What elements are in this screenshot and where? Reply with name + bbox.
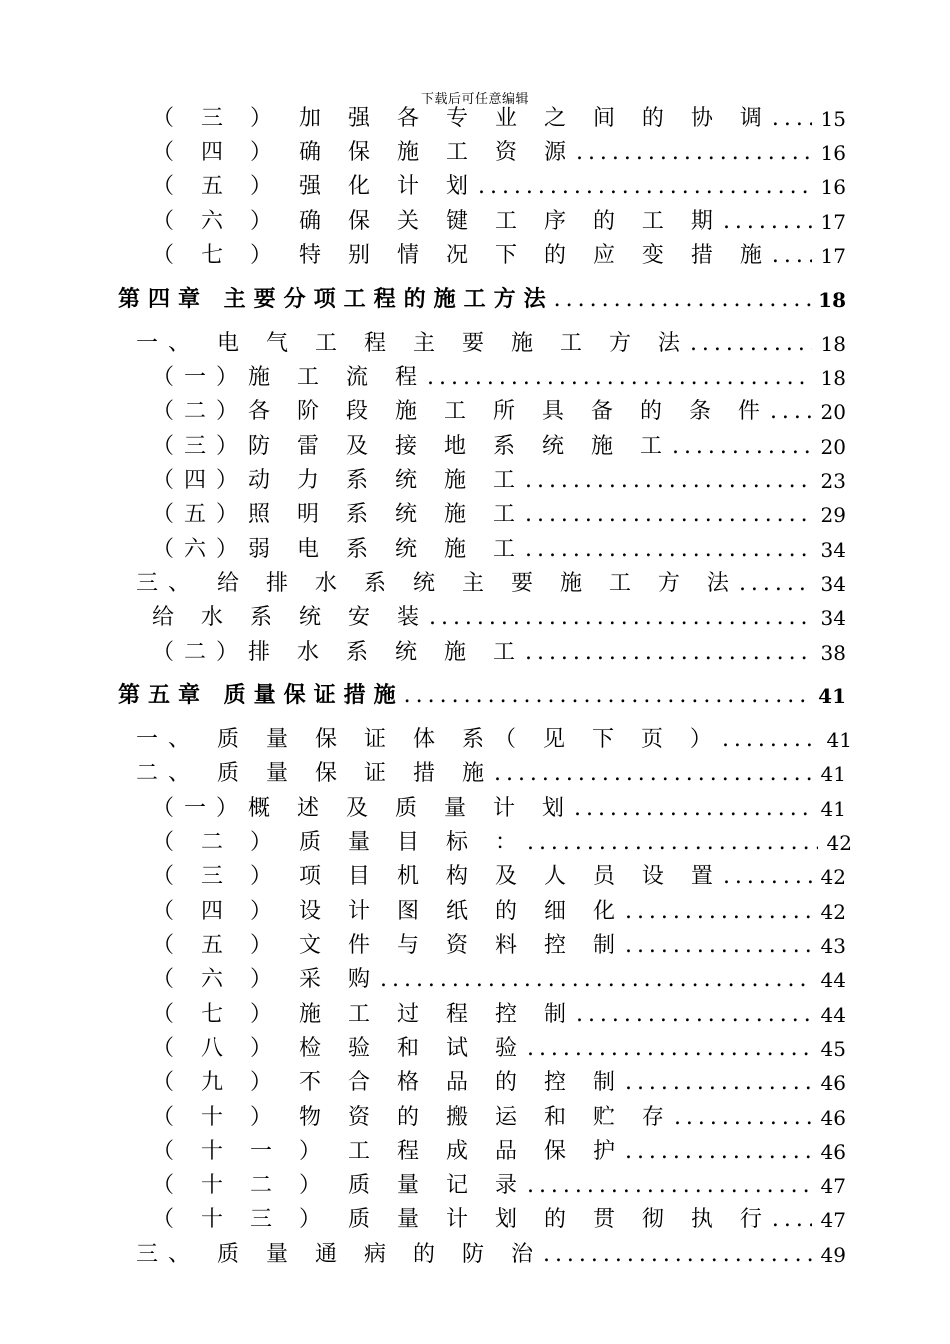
dot-leader [723,209,812,235]
toc-entry-label: 第四章 主要分项工程的施工方法 [118,287,554,312]
toc-entry[interactable] [152,432,846,462]
toc-page-number: 41 [820,797,846,821]
toc-entry-label: （ 四 ） 设 计 图 纸 的 细 化 [152,899,625,924]
toc-entry-label: （ 九 ） 不 合 格 品 的 控 制 [152,1070,625,1095]
toc-entry-label: （ 八 ） 检 验 和 试 验 [152,1036,527,1061]
toc-entry-label: （ 六 ） 采 购 [152,967,380,992]
dot-leader [525,640,812,666]
dot-leader [739,571,812,597]
page-header: 下载后可任意编辑 [420,92,529,107]
toc-entry-label: （ 二 ） 质 量 目 标 ： [152,830,527,855]
dot-leader [404,683,812,709]
toc-page-number: 23 [820,469,846,493]
dot-leader [576,140,812,166]
toc-entry[interactable] [152,1068,846,1098]
toc-page-number: 41 [818,684,846,708]
toc-entry-label: （ 七 ） 施 工 过 程 控 制 [152,1002,576,1027]
toc-page-number: 34 [820,538,846,562]
toc-page-number: 42 [820,865,846,889]
toc-entry[interactable] [152,862,846,892]
toc-entry-label: （一）概 述 及 质 量 计 划 [152,796,574,821]
toc-entry-label: （三）防 雷 及 接 地 系 统 施 工 [152,434,672,459]
toc-entry-label: （ 十 ） 物 资 的 搬 运 和 贮 存 [152,1105,674,1130]
dot-leader [772,1207,812,1233]
toc-page-number: 46 [820,1140,846,1164]
dot-leader [527,1036,812,1062]
dot-leader [574,796,812,822]
toc-entry[interactable] [136,725,852,755]
toc-entry[interactable] [136,329,846,359]
toc-page-number: 43 [820,934,846,958]
dot-leader [427,365,812,391]
toc-entry[interactable] [152,207,846,237]
dot-leader [772,106,812,132]
toc-entry-label: 二、 质 量 保 证 措 施 [136,761,494,786]
dot-leader [772,243,812,269]
dot-leader [525,502,812,528]
toc-page-number: 34 [820,572,846,596]
toc-entry[interactable] [152,1205,846,1235]
toc-entry[interactable] [152,172,846,202]
toc-entry-label: （六）弱 电 系 统 施 工 [152,537,525,562]
toc-page-number: 16 [820,141,846,165]
dot-leader [674,1105,812,1131]
dot-leader [722,727,818,753]
dot-leader [478,174,812,200]
toc-page-number: 49 [820,1243,846,1267]
toc-entry[interactable] [152,535,846,565]
toc-entry-label: 给 水 系 统 安 装 [152,605,429,630]
toc-page-number: 20 [820,400,846,424]
dot-leader [625,1139,812,1165]
dot-leader [429,605,812,631]
toc-entry[interactable] [136,759,846,789]
toc-page-number: 17 [820,244,846,268]
toc-page-number: 38 [820,641,846,665]
toc-page-number: 15 [820,107,846,131]
toc-entry-label: （ 十 一 ） 工 程 成 品 保 护 [152,1139,625,1164]
toc-entry[interactable] [152,931,846,961]
dot-leader [527,830,818,856]
dot-leader [625,933,812,959]
toc-entry[interactable] [152,828,852,858]
toc-entry-label: （ 五 ） 强 化 计 划 [152,174,478,199]
toc-entry-label: 第五章 质量保证措施 [118,683,404,708]
toc-entry-label: （ 四 ） 确 保 施 工 资 源 [152,140,576,165]
toc-entry[interactable] [152,603,846,633]
toc-entry[interactable] [152,397,846,427]
dot-leader [494,761,812,787]
toc-entry-label: （ 三 ） 项 目 机 构 及 人 员 设 置 [152,864,723,889]
toc-entry[interactable] [136,569,846,599]
toc-page-number: 41 [826,728,852,752]
toc-entry[interactable] [152,1103,846,1133]
toc-entry[interactable] [152,794,846,824]
dot-leader [525,468,812,494]
toc-page-number: 47 [820,1174,846,1198]
dot-leader [625,899,812,925]
toc-page-number: 34 [820,606,846,630]
toc-entry-label: （二）各 阶 段 施 工 所 具 备 的 条 件 [152,399,770,424]
toc-page-number: 17 [820,210,846,234]
toc-entry[interactable] [152,500,846,530]
dot-leader [770,399,812,425]
toc-chapter-entry[interactable] [118,285,846,315]
toc-page-number: 16 [820,175,846,199]
toc-entry-label: （二）排 水 系 统 施 工 [152,640,525,665]
toc-page-number: 29 [820,503,846,527]
dot-leader [525,537,812,563]
dot-leader [543,1242,812,1268]
toc-page-number: 18 [818,288,846,312]
toc-page-number: 18 [820,366,846,390]
toc-entry-label: （一）施 工 流 程 [152,365,427,390]
toc-page-number: 20 [820,435,846,459]
toc-page-number: 47 [820,1208,846,1232]
toc-page-number: 45 [820,1037,846,1061]
dot-leader [380,967,812,993]
toc-page-number: 42 [826,831,852,855]
toc-entry-label: （四）动 力 系 统 施 工 [152,468,525,493]
toc-entry[interactable] [152,1171,846,1201]
toc-page-number: 44 [820,1003,846,1027]
toc-entry[interactable] [152,1034,846,1064]
toc-entry[interactable] [152,138,846,168]
dot-leader [672,434,812,460]
toc-entry-label: （ 五 ） 文 件 与 资 料 控 制 [152,933,625,958]
toc-entry[interactable] [136,1240,846,1270]
toc-page-number: 41 [820,762,846,786]
dot-leader [723,864,812,890]
toc-entry-label: （ 十 二 ） 质 量 记 录 [152,1173,527,1198]
toc-entry[interactable] [152,104,846,134]
dot-leader [576,1002,812,1028]
toc-entry-label: （ 十 三 ） 质 量 计 划 的 贯 彻 执 行 [152,1207,772,1232]
dot-leader [527,1173,812,1199]
toc-entry[interactable] [152,241,846,271]
toc-page-number: 18 [820,332,846,356]
toc-entry-label: 三、 给 排 水 系 统 主 要 施 工 方 法 [136,571,739,596]
toc-entry[interactable] [152,1000,846,1030]
toc-page-number: 46 [820,1071,846,1095]
toc-entry[interactable] [152,466,846,496]
toc-entry[interactable] [152,897,846,927]
toc-entry-label: （五）照 明 系 统 施 工 [152,502,525,527]
toc-entry-label: （ 三 ） 加 强 各 专 业 之 间 的 协 调 [152,106,772,131]
toc-page-number: 42 [820,900,846,924]
toc-entry-label: 一、 电 气 工 程 主 要 施 工 方 法 [136,331,690,356]
dot-leader [690,331,812,357]
toc-entry[interactable] [152,638,846,668]
toc-entry-label: （ 七 ） 特 别 情 况 下 的 应 变 措 施 [152,243,772,268]
toc-entry-label: 一、 质 量 保 证 体 系（ 见 下 页 ） [136,727,722,752]
toc-entry-label: （ 六 ） 确 保 关 键 工 序 的 工 期 [152,209,723,234]
toc-entry[interactable] [152,363,846,393]
toc-page-number: 44 [820,968,846,992]
toc-page-number: 46 [820,1106,846,1130]
toc-chapter-entry[interactable] [118,681,846,711]
dot-leader [625,1070,812,1096]
toc-entry[interactable] [152,1137,846,1167]
toc-entry[interactable] [152,965,846,995]
toc-entry-label: 三、 质 量 通 病 的 防 治 [136,1242,543,1267]
dot-leader [554,287,812,313]
